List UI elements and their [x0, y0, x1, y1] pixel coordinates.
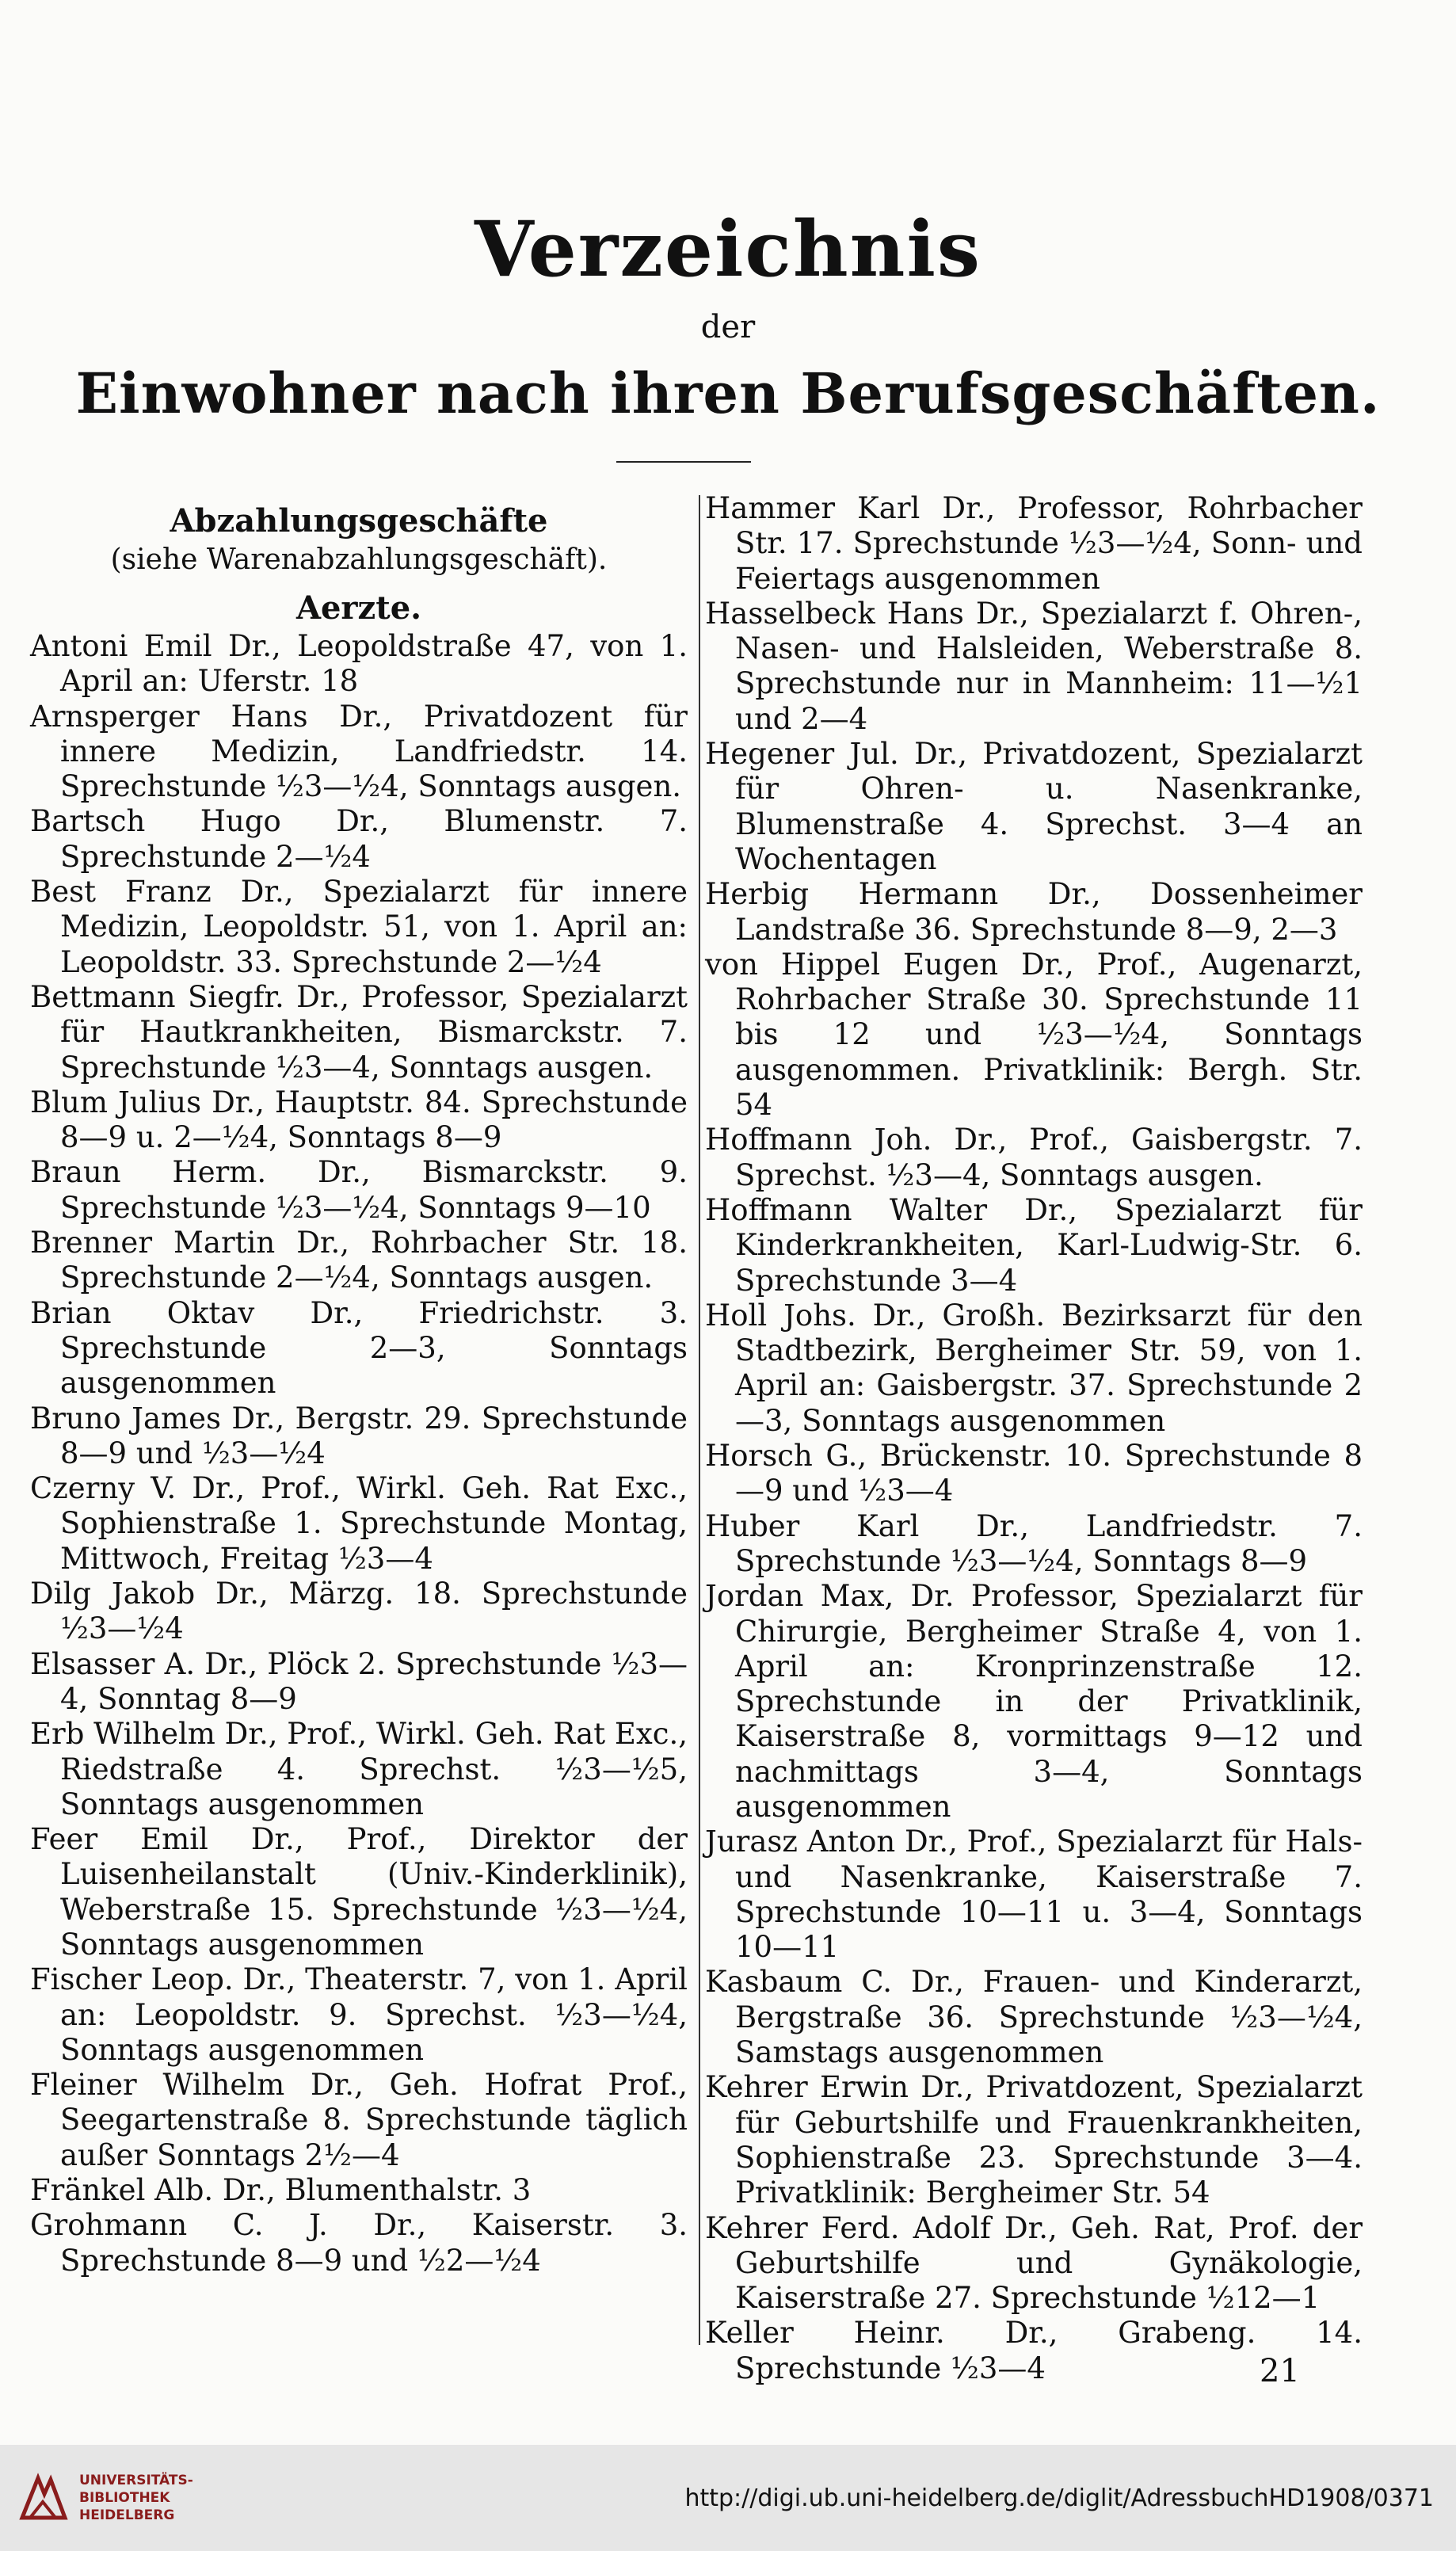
right-entry-list [705, 491, 1363, 2386]
directory-entry: Feer Emil Dr., Prof., Direktor der Luisenheilanstalt (Univ.-Kinderklinik), Weberstraße 15. Sprechstunde ½3—½4, Sonntags ausgenommen [30, 1822, 688, 1962]
directory-entry: Keller Heinr. Dr., Grabeng. 14. Sprechstunde ½3—4 [705, 2316, 1363, 2385]
directory-entry: von Hippel Eugen Dr., Prof., Augenarzt, Rohrbacher Straße 30. Sprechstunde 11 bis 12 und ½3—½4, Sonntags ausgenommen. Privatklinik: Bergh. Str. 54 [705, 947, 1363, 1123]
title-divider [616, 461, 751, 463]
library-line-2: BIBLIOTHEK [79, 2490, 170, 2506]
directory-entry: Horsch G., Brückenstr. 10. Sprechstunde 8—9 und ½3—4 [705, 1439, 1363, 1508]
directory-entry: Hoffmann Walter Dr., Spezialarzt für Kinderkrankheiten, Karl-Ludwig-Str. 6. Sprechstunde 3—4 [705, 1192, 1363, 1298]
section-title-aerzte: Aerzte. [295, 589, 422, 627]
directory-entry: Bettmann Siegfr. Dr., Professor, Spezialarzt für Hautkrankheiten, Bismarckstr. 7. Sprechstunde ½3—4, Sonntags ausgen. [30, 979, 688, 1085]
right-column [705, 491, 1363, 2386]
directory-entry: Kehrer Ferd. Adolf Dr., Geh. Rat, Prof. der Geburtshilfe und Gynäkologie, Kaiserstraße 27. Sprechstunde ½12—1 [705, 2210, 1363, 2316]
directory-entry: Hoffmann Joh. Dr., Prof., Gaisbergstr. 7. Sprechst. ½3—4, Sonntags ausgen. [705, 1123, 1363, 1192]
directory-entry: Hegener Jul. Dr., Privatdozent, Spezialarzt für Ohren- u. Nasenkranke, Blumenstraße 4. Sprechst. 3—4 an Wochentagen [705, 737, 1363, 876]
directory-entry: Arnsperger Hans Dr., Privatdozent für innere Medizin, Landfriedstr. 14. Sprechstunde ½3—½4, Sonntags ausgen. [30, 699, 688, 804]
directory-entry: Hammer Karl Dr., Professor, Rohrbacher Str. 17. Sprechstunde ½3—½4, Sonn- und Feiertags ausgenommen [705, 491, 1363, 596]
directory-entry: Blum Julius Dr., Hauptstr. 84. Sprechstunde 8—9 u. 2—½4, Sonntags 8—9 [30, 1085, 688, 1155]
library-line-3: HEIDELBERG [79, 2507, 175, 2523]
directory-entry: Dilg Jakob Dr., Märzg. 18. Sprechstunde ½3—½4 [30, 1577, 688, 1646]
directory-entry: Fränkel Alb. Dr., Blumenthalstr. 3 [30, 2173, 532, 2208]
directory-entry: Fleiner Wilhelm Dr., Geh. Hofrat Prof., Seegartenstraße 8. Sprechstunde täglich außer Sonntags 2½—4 [30, 2068, 688, 2172]
directory-entry: Hasselbeck Hans Dr., Spezialarzt f. Ohren-, Nasen- und Halsleiden, Weberstraße 8. Sprechstunde nur in Mannheim: 11—½1 und 2—4 [705, 596, 1363, 736]
directory-entry: Herbig Hermann Dr., Dossenheimer Landstraße 36. Sprechstunde 8—9, 2—3 [705, 877, 1363, 947]
directory-entry: Kehrer Erwin Dr., Privatdozent, Spezialarzt für Geburtshilfe und Frauenkrankheiten, Sophienstraße 23. Sprechstunde 3—4. Privatklinik: Bergheimer Str. 54 [705, 2070, 1363, 2210]
directory-entry: Jurasz Anton Dr., Prof., Spezialarzt für Hals- und Nasenkranke, Kaiserstraße 7. Sprechstunde 10—11 u. 3—4, Sonntags 10—11 [705, 1825, 1363, 1965]
directory-entry: Bruno James Dr., Bergstr. 29. Sprechstunde 8—9 und ½3—½4 [30, 1401, 688, 1470]
library-logo-text[interactable] [79, 2472, 193, 2524]
left-column [30, 491, 688, 2278]
section-note-abzahlung: (siehe Warenabzahlungsgeschäft). [110, 543, 608, 576]
university-seal-icon[interactable] [16, 2470, 71, 2526]
directory-entry: Jordan Max, Dr. Professor, Spezialarzt für Chirurgie, Bergheimer Straße 4, von 1. April an: Kronprinzenstraße 12. Sprechstunde in der Privatklinik, Kaiserstraße 8, vormittags 9—12 und nachmittags 3—4, Sonntags ausgenommen [705, 1579, 1363, 1824]
directory-entry: Brian Oktav Dr., Friedrichstr. 3. Sprechstunde 2—3, Sonntags ausgenommen [30, 1295, 688, 1401]
column-divider [699, 495, 700, 2345]
page-title: Verzeichnis [475, 204, 981, 294]
library-line-1: UNIVERSITÄTS- [79, 2473, 193, 2488]
section-title-abzahlung: Abzahlungsgeschäfte [170, 502, 548, 540]
directory-entry: Bartsch Hugo Dr., Blumenstr. 7. Sprechstunde 2—½4 [30, 804, 688, 874]
directory-entry: Best Franz Dr., Spezialarzt für innere Medizin, Leopoldstr. 51, von 1. April an: Leopoldstr. 33. Sprechstunde 2—½4 [30, 875, 688, 979]
directory-entry: Grohmann C. J. Dr., Kaiserstr. 3. Sprechstunde 8—9 und ½2—½4 [30, 2208, 688, 2278]
directory-entry: Fischer Leop. Dr., Theaterstr. 7, von 1. April an: Leopoldstr. 9. Sprechst. ½3—½4, Sonntags ausgenommen [30, 1962, 688, 2067]
permalink-url[interactable]: http://digi.ub.uni-heidelberg.de/diglit/AdressbuchHD1908/0371 [684, 2484, 1434, 2512]
directory-entry: Antoni Emil Dr., Leopoldstraße 47, von 1. April an: Uferstr. 18 [30, 629, 688, 699]
page-number: 21 [1260, 2353, 1300, 2389]
viewer-footer [0, 2445, 1456, 2551]
directory-entry: Czerny V. Dr., Prof., Wirkl. Geh. Rat Exc., Sophienstraße 1. Sprechstunde Montag, Mittwoch, Freitag ½3—4 [30, 1471, 688, 1576]
directory-entry: Holl Johs. Dr., Großh. Bezirksarzt für den Stadtbezirk, Bergheimer Str. 59, von 1. April an: Gaisbergstr. 37. Sprechstunde 2—3, Sonntags ausgenommen [705, 1298, 1363, 1438]
directory-entry: Brenner Martin Dr., Rohrbacher Str. 18. Sprechstunde 2—½4, Sonntags ausgen. [30, 1226, 688, 1295]
directory-entry: Huber Karl Dr., Landfriedstr. 7. Sprechstunde ½3—½4, Sonntags 8—9 [705, 1508, 1363, 1578]
page-heading: Einwohner nach ihren Berufsgeschäften. [75, 360, 1381, 426]
left-entry-list [30, 629, 688, 2278]
directory-entry: Kasbaum C. Dr., Frauen- und Kinderarzt, Bergstraße 36. Sprechstunde ½3—½4, Samstags ausgenommen [705, 1965, 1363, 2070]
directory-entry: Braun Herm. Dr., Bismarckstr. 9. Sprechstunde ½3—½4, Sonntags 9—10 [30, 1155, 688, 1225]
directory-entry: Erb Wilhelm Dr., Prof., Wirkl. Geh. Rat Exc., Riedstraße 4. Sprechst. ½3—½5, Sonntags ausgenommen [30, 1717, 688, 1821]
directory-entry: Elsasser A. Dr., Plöck 2. Sprechstunde ½3—4, Sonntag 8—9 [30, 1646, 688, 1716]
page-subtitle: der [700, 309, 756, 345]
